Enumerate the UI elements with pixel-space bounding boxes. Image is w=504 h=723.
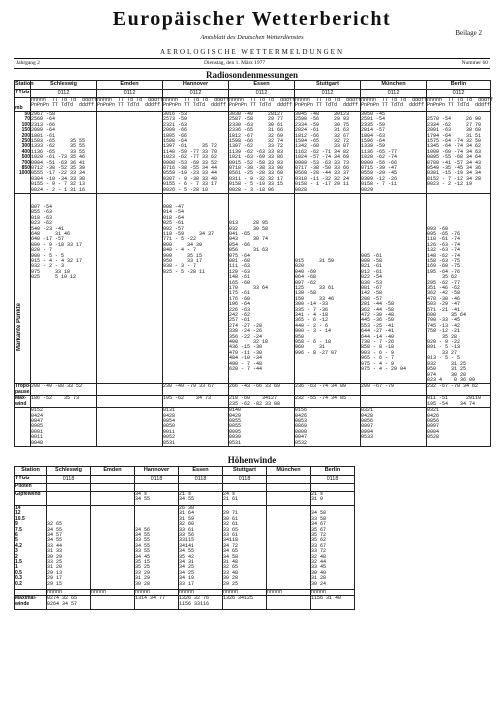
station-data: 2967 -58 2560 -64 2313 -66 2009 -64 1801 -61 1583 -65 35 55 1333 -62 35 55 1136 -65 33 55 1020 -61 -73 35 46 0904 -51 -63 36 41 0712 -38 -52 35 39 0555 -17 -22 33 34 0304 -10 -34 33 38 0155 - 9 - 7 32 13 0024 - 2 - 1 31 16 bbox=[31, 112, 97, 194]
pressure-levels bbox=[15, 112, 31, 194]
column-subheader bbox=[229, 98, 295, 112]
wind-data bbox=[91, 506, 135, 590]
hoehenwinde-table bbox=[14, 466, 355, 610]
height-level: 7.5 bbox=[15, 526, 22, 533]
height-level: 9 bbox=[15, 521, 18, 528]
height-level: 1.5 bbox=[15, 559, 22, 566]
hw-yygg: 0118 bbox=[223, 476, 267, 484]
station-data: 2570 -54 26 90 2334 -62 27 70 2001 -63 30 60 1794 -64 31 51 1575 -64 -74 32 50 1345 -64 -74 34 62 1009 -60 -74 34 63 0895 -55 -68 34 64 0709 -41 -57 34 43 0549 -35 -45 34 36 0301 -15 -19 34 34 0152 - 7 -12 34 28 0023 - 2 -12 19 bbox=[427, 112, 491, 194]
height-level: 14 bbox=[15, 505, 21, 511]
gipfelwind-value: 24 s 21 61 bbox=[223, 492, 267, 506]
low-level-data: 0152 0424 0847 0985 0001 0011 0048 bbox=[31, 408, 97, 447]
hw-yygg bbox=[91, 476, 135, 484]
height-level: 4.2 bbox=[15, 542, 22, 549]
sig-points: 807 -54 855 -63 018 -63 023 -62 540 -23 -41 648 31 46 640 -17 -57 800 - 9 -18 33 17 820 - 7 900 - 5 - 5 915 - 4 - 4 32 17 932 - 2 - 3 975 33 10 025 5 10 12 bbox=[31, 194, 97, 384]
hw-station-emden: Emden bbox=[91, 467, 135, 476]
hoehenwinde-section-title: Höhenwinde bbox=[227, 455, 277, 465]
pressure-level: 200 bbox=[21, 132, 30, 139]
hw-station-berlin: Berlin bbox=[311, 467, 355, 476]
sig-points: 005 -61 008 -58 021 -61 012 -61 022 -54 030 -53 081 -67 142 -58 200 -57 281 -44 -58 362 -44 -58 472 -30 -48 445 -36 -50 553 -25 -41 644 -27 -41 644 -14 -40 730 - 7 -26 858 - 8 -18 903 - 6 - 9 965 - 6 - 7 975 - 4 - 9 975 - 4 - 29 04 bbox=[361, 194, 427, 384]
height-level: 0.5 bbox=[15, 569, 22, 576]
station-schleswig: Schleswig bbox=[31, 81, 97, 90]
height-level: 0.3 bbox=[15, 575, 22, 582]
column-subheader bbox=[31, 98, 97, 112]
yygg-value: 0112 bbox=[295, 90, 361, 98]
subheader-line: PnPnPn TT TdTd dddff bbox=[229, 102, 293, 109]
pressure-level: 300 bbox=[21, 143, 30, 150]
pressure-level: 1000 bbox=[18, 170, 30, 177]
column-subheader: nnnnn bbox=[267, 590, 311, 596]
sig-points: 093 -60 095 -65 -76 118 -61 -74 126 -63 -74 132 -63 -74 148 -62 -74 158 -63 -75 169 -60 -75 195 -64 -76 35 62 295 -62 -77 351 -46 -62 362 -42 -58 470 -30 -46 503 -29 -47 571 -21 -41 600 35 64 700 -33 -45 745 -13 -42 758 -12 -21 35 28 920 - 9 -22 891 - 5 -13 33 27 913 - 5 - 5 932 31 25 950 31 25 974 30 20 023 4 0 36 09 bbox=[427, 194, 491, 384]
column-subheader: nnnnn bbox=[47, 590, 91, 596]
series-title: AEROLOGISCHE WETTERMELDUNGEN bbox=[160, 48, 344, 56]
subheader-line: hhhhh TT Td Td dddff bbox=[361, 97, 428, 103]
tropopause-value: 232 -67 -78 34 62 bbox=[427, 384, 491, 396]
column-subheader: nnnnn bbox=[179, 590, 223, 596]
pressure-level: 70 bbox=[24, 116, 30, 123]
low-level-data: 0140 0429 0855 0855 0005 0039 0531 bbox=[229, 408, 295, 447]
subheader-line: PnPnPn TT TdTd dddff bbox=[97, 102, 161, 109]
hw-yygg bbox=[267, 476, 311, 484]
height-level: 3 bbox=[15, 548, 18, 555]
maxwind-label: Max- wind bbox=[15, 396, 31, 408]
station-berlin: Berlin bbox=[427, 81, 491, 90]
station-stuttgart: Stuttgart bbox=[295, 81, 361, 90]
low-level-data: 0131 0428 0854 0850 0011 0052 0531 bbox=[163, 408, 229, 447]
hw-station-essen: Essen bbox=[179, 467, 223, 476]
hw-yygg: 0118 bbox=[135, 476, 179, 484]
pressure-level: 400 bbox=[21, 148, 30, 155]
maximal-value bbox=[91, 596, 135, 610]
beilage-label: Beilage 2 bbox=[455, 29, 482, 37]
column-subheader bbox=[295, 98, 361, 112]
subheader-line: PnPnPn TT TdTd dddff bbox=[361, 102, 425, 109]
maxwind-value: 186 -52 35 73 bbox=[31, 396, 97, 408]
subheader-line: PnPnPn TT TdTd dddff bbox=[427, 102, 491, 109]
yygg-value: 0112 bbox=[427, 90, 491, 98]
column-subheader: nnnnn bbox=[135, 590, 179, 596]
radiosonde-section-title: Radiosondenmessungen bbox=[205, 70, 299, 80]
page-title: Europäischer Wetterbericht bbox=[112, 8, 392, 30]
wind-data: 26 38 31 64 31 59 32 60 33 61 33 56 33115 34141 34 55 35 42 34 31 34 25 34 25 34 19 33 17 bbox=[179, 506, 223, 590]
tropopause-value: 266 -43 -66 33 69 bbox=[229, 384, 295, 396]
maxwind-value: 011 -51 29119 195 -54 34 74 bbox=[427, 396, 491, 408]
column-subheader bbox=[163, 98, 229, 112]
maxwind-value: 232 -55 -74 34 85 bbox=[295, 396, 361, 408]
height-level: 2 bbox=[15, 553, 18, 560]
wind-data: 29 71 30 61 32 61 33 65 33 61 34118 34 72 34 65 34 58 31 48 32 65 33 48 30 28 29 25 bbox=[223, 506, 267, 590]
maxwind-value bbox=[97, 396, 163, 408]
yygg-value: 0112 bbox=[163, 90, 229, 98]
hw-yygg: 0118 bbox=[311, 476, 355, 484]
pressure-level: 250 bbox=[21, 138, 30, 145]
station-data: 3016 -53 2573 -59 2321 -63 2009 -66 1805 -66 1588 -64 1397 -61 35 72 1140 -59 -77 33 70 1023 -62 -77 33 62 0908 -53 -69 33 52 0716 -38 -55 34 44 0559 -19 -23 33 44 0307 - 9 -30 33 40 0155 - 6 - 7 33 17 0026 - 5 -28 10 bbox=[163, 112, 229, 194]
radiosonde-table bbox=[14, 80, 494, 447]
column-subheader bbox=[97, 98, 163, 112]
station-label: Station bbox=[15, 81, 31, 90]
tropopause-value: 236 -63 -74 34 89 bbox=[295, 384, 361, 396]
low-level-data: 0321 0426 0856 0997 0004 0528 bbox=[427, 408, 491, 447]
pressure-level: 500 bbox=[21, 154, 30, 161]
hw-station-label: Station bbox=[15, 467, 47, 476]
sig-points: 013 28 95 032 30 58 041 -65 043 30 74 054 -66 056 31 63 075 -64 081 -68 111 -63 129 -63 148 -61 165 -60 170 33 64 175 -61 176 -60 196 -64 226 -63 242 -62 257 -61 274 -27 -28 339 -24 -26 356 -22 -24 400 32 18 436 -15 -30 470 -11 -30 484 -10 -34 490 - 7 -48 620 - 7 -44 bbox=[229, 194, 295, 384]
maxwind-value: 210 -60 34127 235 -62 -82 33 88 bbox=[229, 396, 295, 408]
station-data: 3050 -45 2591 -54 2335 -59 2014 -57 1804 -63 1596 -64 1339 -59 1136 -65 -77 1028 -62 -74 0909 -56 -66 0715 -39 -47 0559 -29 -45 0309 -12 -26 0158 - 7 -11 0029 bbox=[361, 112, 427, 194]
column-subheader bbox=[267, 484, 311, 492]
tropopause-label: Tropo- pause bbox=[15, 383, 31, 395]
low-level-data: 0156 0426 0853 0869 0000 0047 0532 bbox=[295, 408, 361, 447]
maxwind-value: 195 -62 34 73 bbox=[163, 396, 229, 408]
pressure-level: 50 bbox=[24, 111, 30, 117]
maximal-value: 1314 34 77 bbox=[135, 596, 179, 610]
gipfelwind-value: 34 s 34 55 bbox=[135, 492, 179, 506]
maximal-value: 1156 31 40 bbox=[311, 596, 355, 610]
hw-yygg-label: YYGG bbox=[15, 476, 47, 484]
maximal-value: 1326 34125 bbox=[223, 596, 267, 610]
height-level: 1 bbox=[15, 564, 18, 571]
station-hannover: Hannover bbox=[163, 81, 229, 90]
subheader-line: hhhhh TT Td Td dddff bbox=[97, 97, 164, 103]
height-level: 12 bbox=[15, 510, 21, 517]
tropopause-value: 230 -49 -79 33 67 bbox=[163, 384, 229, 396]
hw-station-stuttgart: Stuttgart bbox=[223, 467, 267, 476]
subheader-line: PnPnPn TT TdTd dddff bbox=[295, 102, 359, 109]
gipfelwind-value bbox=[47, 492, 91, 506]
maxwind-value bbox=[361, 396, 427, 408]
column-subheader bbox=[91, 484, 135, 492]
hw-station-hannover: Hannover bbox=[135, 467, 179, 476]
maximalwinde-label: Maximal- winde bbox=[15, 596, 47, 610]
yygg-value: 0112 bbox=[361, 90, 427, 98]
maximal-value: 0274 32 65 0264 34 57 bbox=[47, 596, 91, 610]
maximal-value: 1326 32 76 1156 33116 bbox=[179, 596, 223, 610]
markante-punkte-label bbox=[15, 194, 31, 384]
pressure-level: 850 bbox=[21, 165, 30, 172]
mb-label: mb bbox=[15, 98, 31, 112]
station-essen: Essen bbox=[229, 81, 295, 90]
gipfelwind-value bbox=[267, 492, 311, 506]
station-data bbox=[97, 112, 163, 194]
station-data: 3030 -49 28127 2587 -58 29 77 2330 -63 30 61 2336 -65 31 66 1812 -67 32 69 1598 -66 32 74 1397 -62 33 72 1139 -62 -63 33 83 1021 -63 -69 33 86 0915 -52 -58 33 93 0718 -38 -38 33 90 0561 -25 -28 33 60 0311 - 9 -32 32 17 0158 - 5 -10 33 15 0028 - 3 -18 06 bbox=[229, 112, 295, 194]
wind-data bbox=[267, 506, 311, 590]
height-levels bbox=[15, 506, 47, 590]
issue-date: Dienstag, den 1. März 1977 bbox=[204, 60, 266, 66]
height-level: 5 bbox=[15, 537, 18, 544]
tropopause-value: 208 -49 -80 33 52 bbox=[31, 384, 97, 396]
hw-station-schleswig: Schleswig bbox=[47, 467, 91, 476]
subheader-line: PnPnPn TT TdTd dddff bbox=[163, 102, 227, 109]
station-data: 3045 -48 30123 2590 -56 29 93 2334 -59 30 75 2024 -61 31 63 1812 -66 32 67 1594 -65 32 72 1342 -60 33 87 1162 -62 -71 34 82 1024 -57 -74 34 69 0909 -53 -63 33 73 0717 -38 -50 33 66 0560 -28 -44 33 37 0310 -11 -32 32 24 0158 - 1 -17 29 11 0028 bbox=[295, 112, 361, 194]
subtitle: Amtsblatt des Deutschen Wetterdienstes bbox=[200, 34, 304, 41]
gipfelwind-value: 21 s 31 0 bbox=[311, 492, 355, 506]
piloten-label: Piloten bbox=[15, 484, 47, 492]
subheader-line: PnPnPn TT TdTd dddff bbox=[31, 102, 95, 109]
low-level-data bbox=[97, 408, 163, 447]
tropopause-value: 209 -67 -79 bbox=[361, 384, 427, 396]
gipfelwind-value: 21 s 34 55 bbox=[179, 492, 223, 506]
hw-station-muenchen: München bbox=[267, 467, 311, 476]
low-levels bbox=[15, 408, 31, 447]
hw-yygg: 0118 bbox=[179, 476, 223, 484]
yygg-label: YYGG bbox=[15, 90, 31, 98]
column-subheader: nnnnn bbox=[223, 590, 267, 596]
wind-data: 32 65 34 55 34 57 34 55 33 44 31 33 30 29 33 25 31 20 29 13 29 17 29 15 bbox=[47, 506, 91, 590]
height-level: 10.5 bbox=[15, 515, 25, 522]
wind-data: 34 56 34 55 33 55 34 55 33 55 34 45 35 15 35 25 33 29 31 29 30 28 bbox=[135, 506, 179, 590]
column-subheader: nnnnn bbox=[91, 590, 135, 596]
station-muenchen: München bbox=[361, 81, 427, 90]
pressure-level: 100 bbox=[21, 121, 30, 128]
subheader-line: hhhhh TT Td Td dddff bbox=[163, 97, 230, 103]
subheader-line: hhhhh TT Td Td dddff bbox=[427, 97, 494, 103]
yygg-value: 0112 bbox=[97, 90, 163, 98]
low-level-data: 0321 0428 0856 0997 0994 0533 bbox=[361, 408, 427, 447]
gipfelwind-label: Gipfelwind bbox=[15, 492, 47, 506]
height-level: 6 bbox=[15, 532, 18, 539]
station-emden: Emden bbox=[97, 81, 163, 90]
subheader-line: hhhhh TT Td Td dddff bbox=[31, 97, 98, 103]
yygg-value: 0112 bbox=[229, 90, 295, 98]
subheader-line: hhhhh TT Td Td dddff bbox=[229, 97, 296, 103]
column-subheader bbox=[361, 98, 427, 112]
maximal-value bbox=[267, 596, 311, 610]
sig-points bbox=[97, 194, 163, 384]
height-level: 0.2 bbox=[15, 580, 22, 587]
column-subheader bbox=[47, 484, 91, 492]
yygg-value: 0112 bbox=[31, 90, 97, 98]
issue-line bbox=[14, 58, 490, 69]
issue-number: Nummer 60 bbox=[461, 60, 488, 66]
sig-points: 008 -47 014 -54 018 -64 025 -61 092 -57 110 -59 34 37 771 - 5 -22 800 34 39 840 - 4 - 7 900 35 15 950 33 17 938 - 3 - 7 025 - 5 -28 11 bbox=[163, 194, 229, 384]
tropopause-value bbox=[97, 384, 163, 396]
hw-yygg: 0118 bbox=[47, 476, 91, 484]
column-subheader bbox=[427, 97, 494, 112]
subheader-line: hhhhh TT Td Td dddff bbox=[295, 97, 362, 103]
jahrgang: Jahrgang 2 bbox=[16, 60, 40, 66]
gipfelwind-value bbox=[91, 492, 135, 506]
sig-points: 015 31 59 020 040 -60 064 -68 097 -62 125 33 61 138 -58 150 33 46 300 -14 -33 335 - 7 -36 341 - 4 -18 365 - 6 -12 440 - 2 - 6 900 - 3 - 14 950 958 - 6 - 18 960 31 996 - 8 -27 07 bbox=[295, 194, 361, 384]
column-subheader: nnnnn bbox=[311, 590, 355, 596]
markante-punkte-vertical: Markante Punkte bbox=[16, 303, 22, 352]
wind-data: 34 58 33 58 34 67 35 67 35 72 35 62 33 67 33 72 32 48 32 44 33 45 30 40 31 28 30 24 bbox=[311, 506, 355, 590]
pressure-level: 150 bbox=[21, 127, 30, 134]
pressure-level: 700 bbox=[21, 159, 30, 166]
